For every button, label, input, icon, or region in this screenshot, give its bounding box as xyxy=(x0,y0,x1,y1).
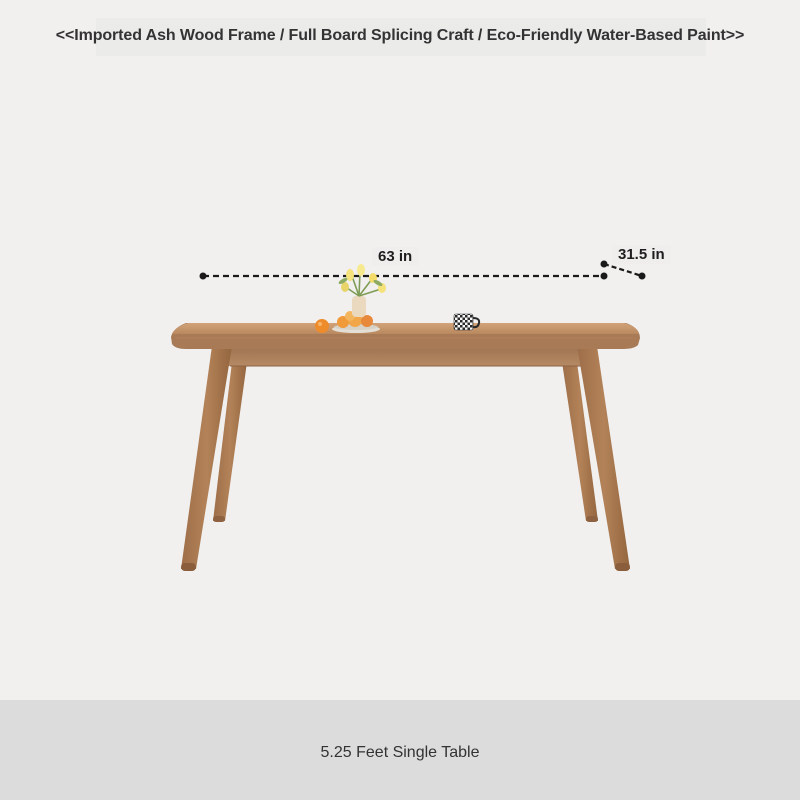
depth-dimension-label: 31.5 in xyxy=(612,245,671,264)
orange-fruit xyxy=(315,319,329,333)
width-dimension-line xyxy=(200,273,608,280)
feature-banner-text: <<Imported Ash Wood Frame / Full Board Splicing Craft / Eco-Friendly Water-Based Paint>> xyxy=(55,27,745,44)
width-dimension-label: 63 in xyxy=(372,247,418,266)
flower-vase xyxy=(338,264,386,317)
footer-bar xyxy=(0,700,800,800)
tabletop xyxy=(171,323,640,349)
product-caption: 5.25 Feet Single Table xyxy=(320,744,480,761)
checkered-mug xyxy=(454,314,479,330)
